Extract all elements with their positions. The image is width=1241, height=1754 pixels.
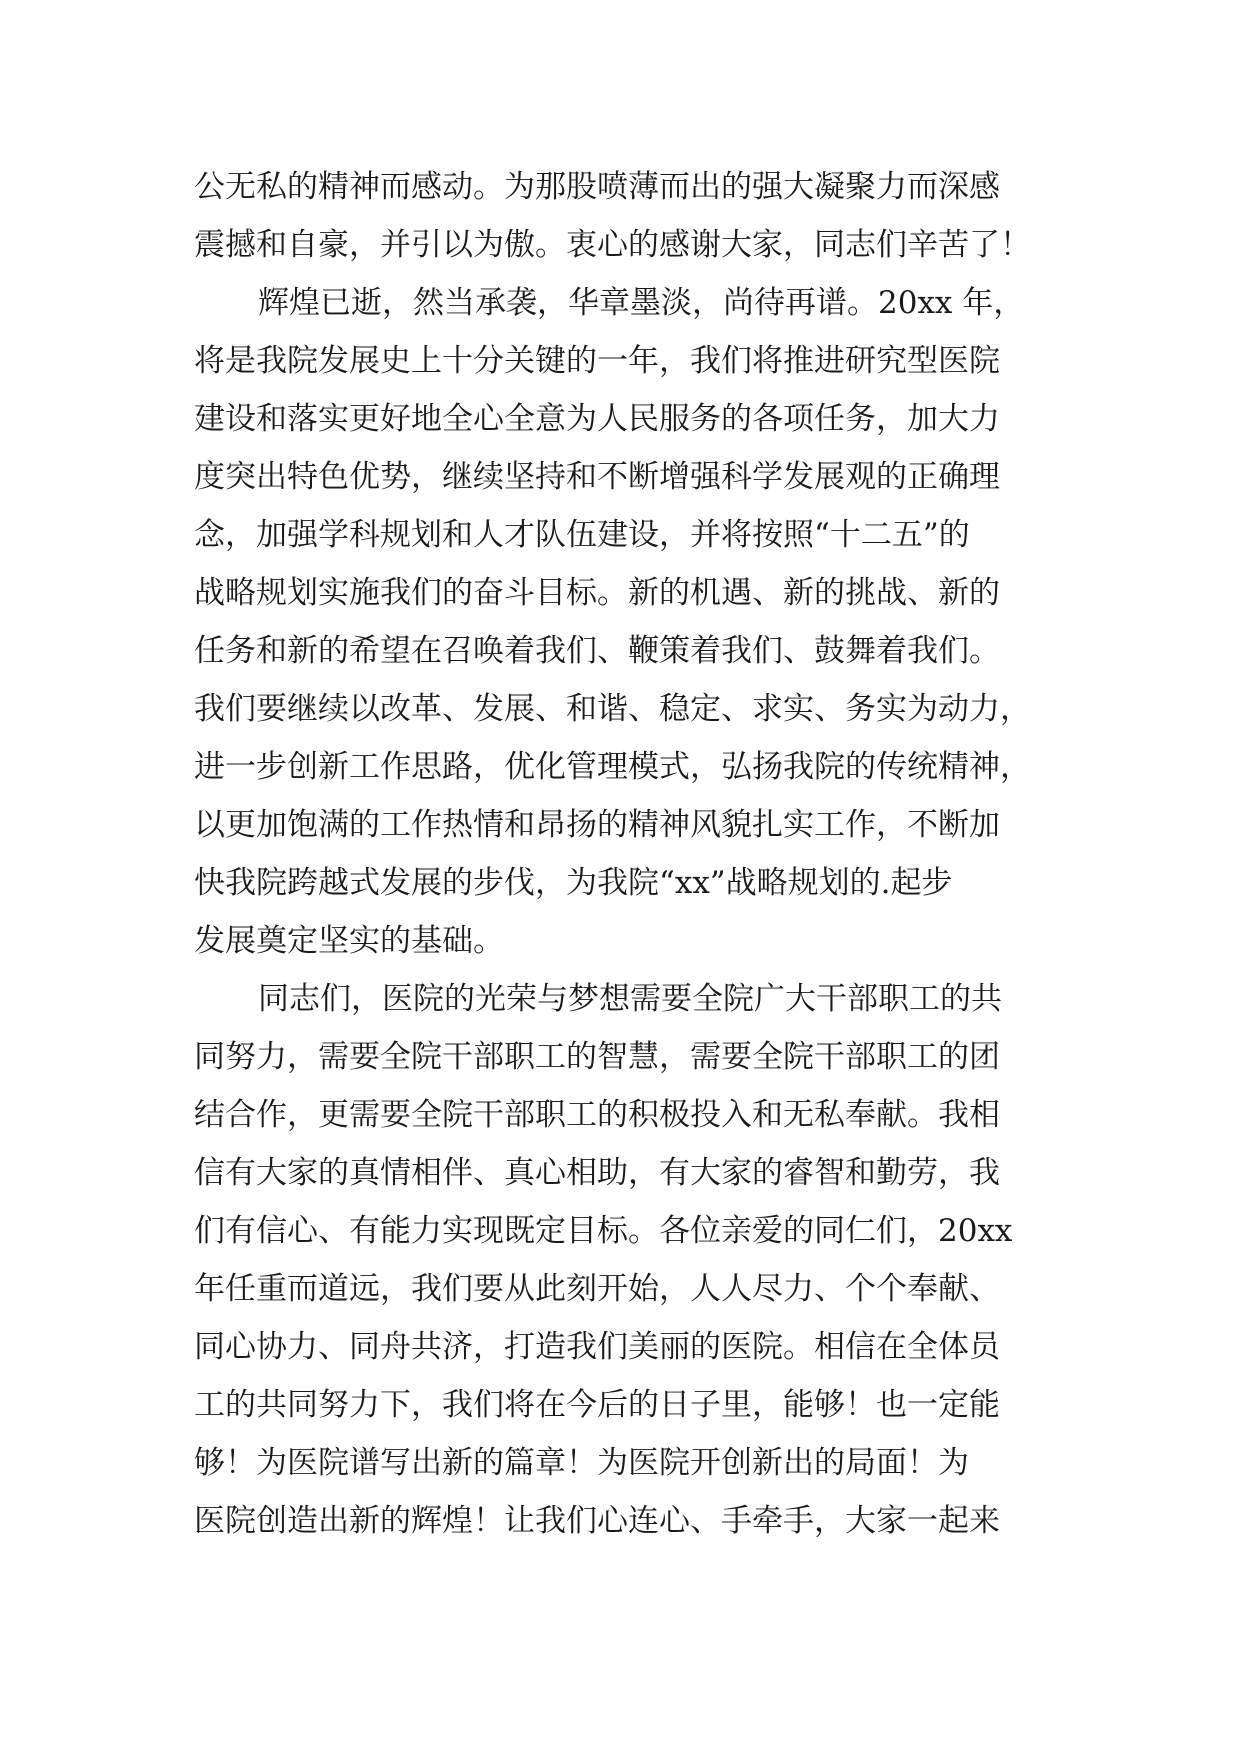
text-line: 战略规划实施我们的奋斗目标。新的机遇、新的挑战、新的 — [194, 575, 1000, 611]
text-line: 念，加强学科规划和人才队伍建设，并将按照“十二五”的 — [194, 517, 970, 553]
text-line: 快我院跨越式发展的步伐，为我院“xx”战略规划的.起步 — [194, 865, 953, 901]
text-line: 同心协力、同舟共济，打造我们美丽的医院。相信在全体员 — [194, 1329, 1000, 1365]
text-line: 将是我院发展史上十分关键的一年，我们将推进研究型医院 — [194, 343, 1000, 379]
text-line: 信有大家的真情相伴、真心相助，有大家的睿智和勤劳，我 — [194, 1155, 1000, 1191]
text-line: 年任重而道远，我们要从此刻开始，人人尽力、个个奉献、 — [194, 1271, 1000, 1307]
text-line: 发展奠定坚实的基础。 — [194, 923, 504, 959]
text-line: 进一步创新工作思路，优化管理模式，弘扬我院的传统精神， — [194, 749, 1031, 785]
paragraph-start-line: 同志们，医院的光荣与梦想需要全院广大干部职工的共 — [258, 981, 1002, 1017]
text-line: 结合作，更需要全院干部职工的积极投入和无私奉献。我相 — [194, 1097, 1000, 1133]
text-line: 震撼和自豪，并引以为傲。衷心的感谢大家，同志们辛苦了！ — [194, 227, 1031, 263]
text-line: 同努力，需要全院干部职工的智慧，需要全院干部职工的团 — [194, 1039, 1000, 1075]
text-line: 医院创造出新的辉煌！让我们心连心、手牵手，大家一起来 — [194, 1503, 1000, 1539]
paragraph-start-line: 辉煌已逝，然当承袭，华章墨淡，尚待再谱。20xx 年， — [258, 285, 1025, 321]
text-line: 建设和落实更好地全心全意为人民服务的各项任务，加大力 — [194, 401, 1000, 437]
text-line: 够！为医院谱写出新的篇章！为医院开创新出的局面！为 — [194, 1445, 969, 1481]
text-line: 度突出特色优势，继续坚持和不断增强科学发展观的正确理 — [194, 459, 1000, 495]
text-line: 们有信心、有能力实现既定目标。各位亲爱的同仁们，20xx — [194, 1213, 1013, 1249]
text-line: 任务和新的希望在召唤着我们、鞭策着我们、鼓舞着我们。 — [194, 633, 1000, 669]
text-line: 公无私的精神而感动。为那股喷薄而出的强大凝聚力而深感 — [194, 169, 1000, 205]
text-line: 我们要继续以改革、发展、和谐、稳定、求实、务实为动力， — [194, 691, 1031, 727]
text-line: 工的共同努力下，我们将在今后的日子里，能够！也一定能 — [194, 1387, 1000, 1423]
body-text — [194, 158, 1074, 1550]
text-line: 以更加饱满的工作热情和昂扬的精神风貌扎实工作，不断加 — [194, 807, 1000, 843]
